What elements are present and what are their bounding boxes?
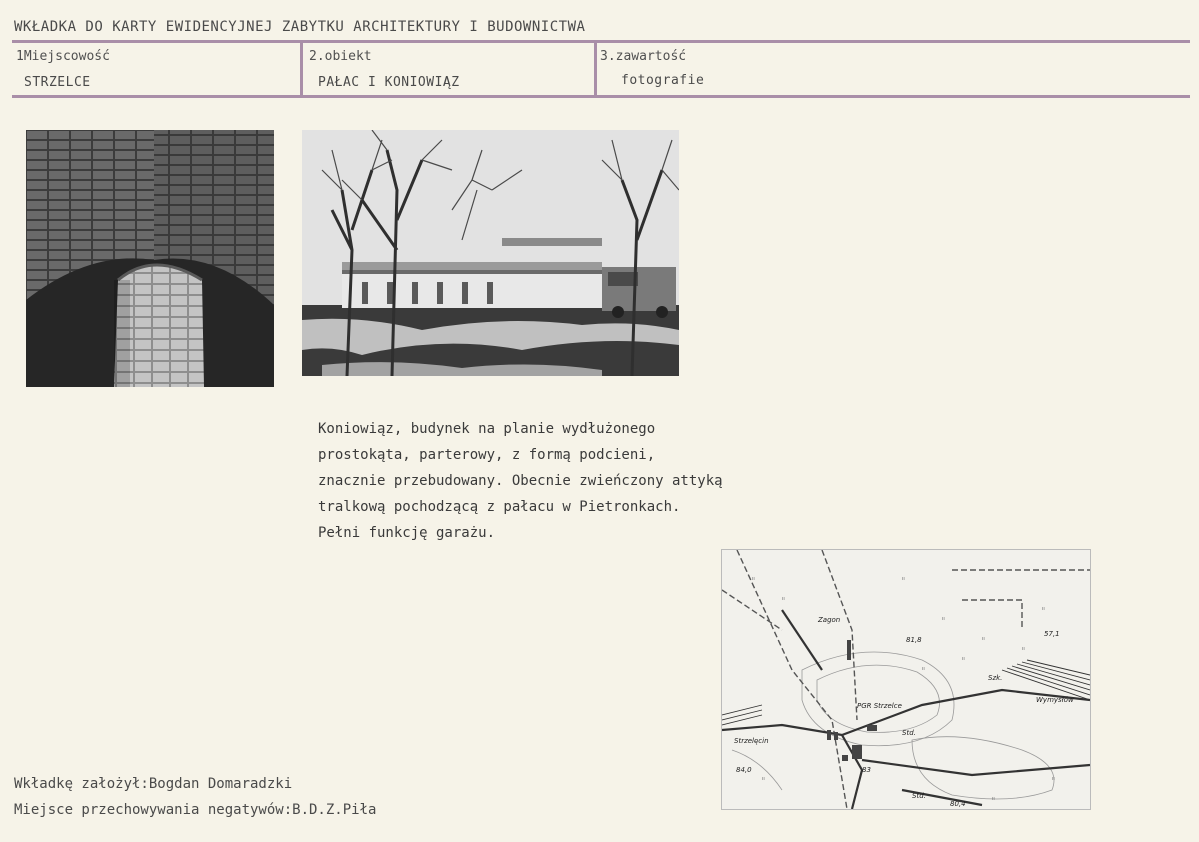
svg-text:ıı: ıı bbox=[992, 796, 995, 802]
header-rule-bottom bbox=[12, 95, 1190, 98]
svg-text:ıı: ıı bbox=[762, 776, 765, 782]
object-value: PAŁAC I KONIOWIĄZ bbox=[318, 75, 460, 90]
svg-text:ıı: ıı bbox=[902, 576, 905, 582]
svg-text:ıı: ıı bbox=[752, 576, 755, 582]
card-title: WKŁADKA DO KARTY EWIDENCYJNEJ ZABYTKU ARCHITEKTURY I BUDOWNICTWA bbox=[14, 19, 586, 35]
location-value: STRZELCE bbox=[24, 75, 91, 90]
map-label: Std. bbox=[912, 792, 926, 800]
object-label: 2.obiekt bbox=[309, 49, 372, 64]
svg-text:ıı: ıı bbox=[922, 666, 925, 672]
map-label: 57,1 bbox=[1044, 630, 1060, 638]
map-label: Wymysłów bbox=[1036, 696, 1074, 704]
cell-divider-1 bbox=[300, 42, 303, 97]
content-value: fotografie bbox=[621, 73, 705, 88]
cell-divider-2 bbox=[594, 42, 597, 97]
svg-text:ıı: ıı bbox=[962, 656, 965, 662]
map-label: 81,8 bbox=[906, 636, 922, 644]
location-label: 1Miejscowość bbox=[16, 49, 110, 64]
svg-text:ıı: ıı bbox=[982, 636, 985, 642]
map-label: Strzelęcin bbox=[734, 737, 769, 745]
description-line: prostokąta, parterowy, z formą podcieni, bbox=[318, 447, 656, 463]
description-line: Pełni funkcję garażu. bbox=[318, 525, 496, 541]
photo-brick-vault bbox=[26, 130, 274, 387]
content-label: 3.zawartość bbox=[600, 49, 687, 64]
description-line: tralkową pochodzącą z pałacu w Pietronkach. bbox=[318, 499, 681, 515]
header-rule-top bbox=[12, 40, 1190, 43]
svg-text:ıı: ıı bbox=[782, 596, 785, 602]
author-line: Wkładkę założył:Bogdan Domaradzki bbox=[14, 776, 293, 792]
svg-text:ıı: ıı bbox=[1022, 646, 1025, 652]
svg-text:ıı: ıı bbox=[1052, 776, 1055, 782]
description-line: Koniowiąz, budynek na planie wydłużonego bbox=[318, 421, 656, 437]
description-line: znacznie przebudowany. Obecnie zwieńczony attyką bbox=[318, 473, 723, 489]
map-label: PGR Strzelce bbox=[857, 702, 902, 710]
map-label: Szk. bbox=[988, 674, 1003, 682]
object-description bbox=[318, 416, 723, 546]
map-label: Std. bbox=[902, 729, 916, 737]
svg-text:ıı: ıı bbox=[1042, 606, 1045, 612]
location-map bbox=[721, 549, 1091, 810]
photo-stable-building bbox=[302, 130, 679, 376]
map-label: 84,0 bbox=[736, 766, 752, 774]
map-label: 80,4 bbox=[950, 800, 966, 808]
svg-text:ıı: ıı bbox=[942, 616, 945, 622]
negative-storage-line: Miejsce przechowywania negatywów:B.D.Z.Piła bbox=[14, 802, 377, 818]
map-label: Zagon bbox=[818, 616, 841, 624]
map-label: 83 bbox=[862, 766, 871, 774]
